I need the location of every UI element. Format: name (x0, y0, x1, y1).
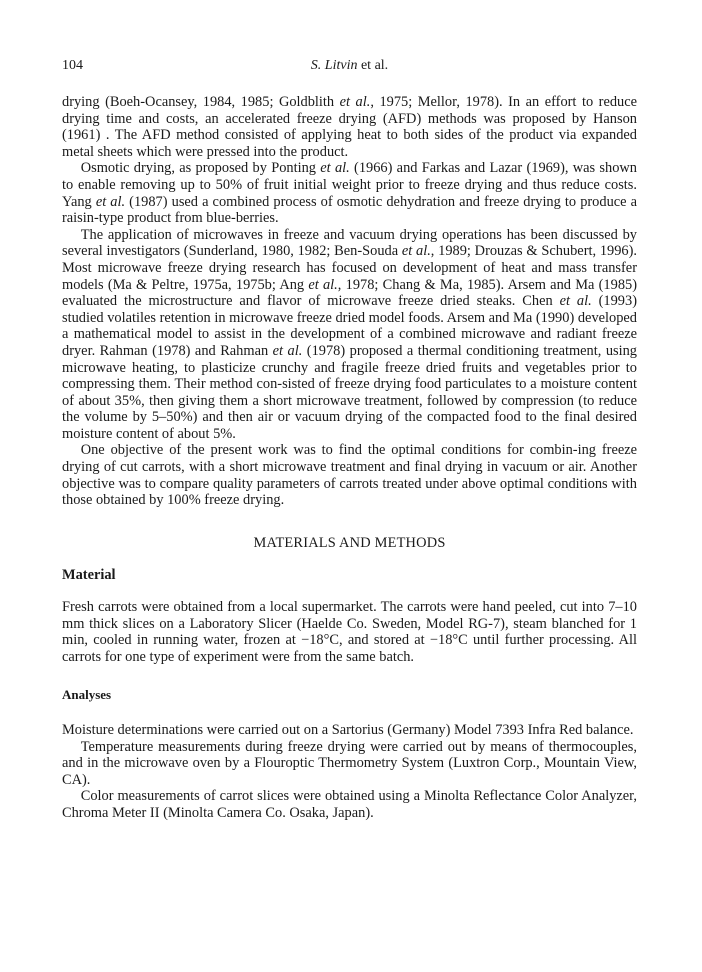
intro-paragraph-1: drying (Boeh-Ocansey, 1984, 1985; Goldblith et al., 1975; Mellor, 1978). In an effort to reduce drying time and costs, an accelerated freeze drying (AFD) methods was proposed by Hanson (1961) . The AFD method consisted of applying heat to both sides of the product via expanded metal sheets which were pressed into the product. (62, 94, 637, 160)
intro-paragraph-2: Osmotic drying, as proposed by Ponting et al. (1966) and Farkas and Lazar (1969), was shown to enable removing up to 50% of fruit initial weight prior to freeze drying and thus reduce costs. Yang et al. (1987) used a combined process of osmotic dehydration and freeze drying to produce a raisin-type product from blue-berries. (62, 160, 638, 227)
analyses-paragraph-1: Moisture determinations were carried out on a Sartorius (Germany) Model 7393 Infra Red balance. (62, 722, 634, 738)
subsection-heading-material: Material (62, 567, 116, 584)
article-body (62, 94, 637, 822)
section-heading-materials-methods: MATERIALS AND METHODS (253, 534, 446, 551)
running-title-author: S. Litvin (310, 58, 358, 73)
analyses-paragraph-3: Color measurements of carrot slices were obtained using a Minolta Reflectance Color Analyzer, Chroma Meter II (Minolta Camera Co. Osaka, Japan). (62, 788, 637, 821)
material-paragraph: Fresh carrots were obtained from a local supermarket. The carrots were hand peeled, cut into 7–10 mm thick slices on a Laboratory Slicer (Haelde Co. Sweden, Model RG-7), steam blanched for 1 min, cooled in running water, frozen at −18°C, and stored at −18°C until further processing. All carrots for one type of experiment were from the same batch. (62, 599, 637, 665)
intro-paragraph-4: One objective of the present work was to find the optimal conditions for combin-ing freeze drying of cut carrots, with a short microwave treatment and final drying in vacuum or air. Another objective was to compare quality parameters of carrots treated under above optimal conditions with those obtained by 100% freeze drying. (62, 442, 637, 509)
running-title-suffix: et al. (357, 58, 389, 73)
running-head (62, 58, 637, 80)
analyses-paragraph-2: Temperature measurements during freeze drying were carried out by means of thermocouples, and in the microwave oven by a Flouroptic Thermometry System (Luxtron Corp., Mountain View, CA). (62, 738, 637, 788)
page (62, 58, 637, 822)
page-number: 104 (62, 58, 83, 73)
running-title (62, 58, 637, 74)
subsection-heading-analyses: Analyses (62, 687, 112, 703)
intro-paragraph-3: The application of microwaves in freeze and vacuum drying operations has been discussed by several investigators (Sunderland, 1980, 1982; Ben-Souda et al., 1989; Drouzas & Schubert, 1996). Most microwave freeze drying research has focused on development of heat and mass transfer models (Ma & Peltre, 1975a, 1975b; Ang et al., 1978; Chang & Ma, 1985). Arsem and Ma (1985) evaluated the microstructure and flavor of microwave freeze dried steaks. Chen et al. (1993) studied volatiles retention in microwave freeze dried model foods. Arsem and Ma (1990) developed a mathematical model to assist in the development of a combined microwave and radiant freeze dryer. Rahman (1978) and Rahman et al. (1978) proposed a thermal conditioning treatment, using microwave heating, to plasticize crunchy and fragile freeze dried fruits and vegetables prior to compressing them. Their method con-sisted of freeze drying food particulates to a moisture content of about 35%, then giving them a short microwave treatment, followed by compression (to reduce the volume by 5–50%) and then air or vacuum drying of the compacted food to the final desired moisture content of about 5%. (62, 226, 638, 442)
